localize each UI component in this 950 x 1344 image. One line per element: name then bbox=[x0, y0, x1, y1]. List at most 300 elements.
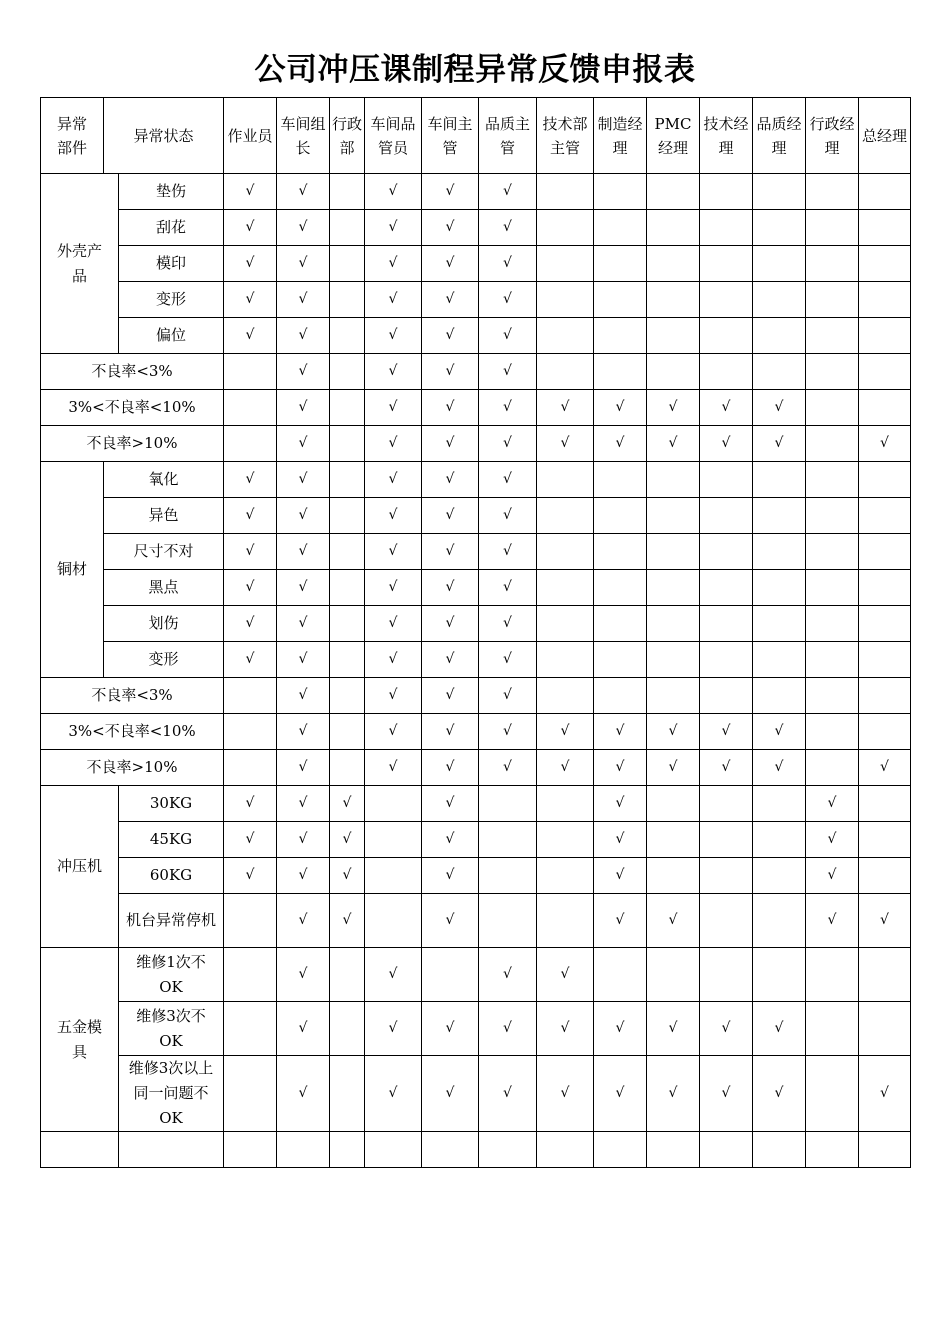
state-cell: 尺寸不对 bbox=[104, 534, 224, 570]
check-mark: √ bbox=[647, 1002, 700, 1056]
component-cell: 五金模具 bbox=[41, 948, 119, 1132]
empty-cell bbox=[647, 354, 700, 390]
check-mark: √ bbox=[422, 678, 479, 714]
empty-cell bbox=[647, 678, 700, 714]
check-mark: √ bbox=[806, 858, 859, 894]
check-mark: √ bbox=[422, 894, 479, 948]
check-mark: √ bbox=[422, 354, 479, 390]
empty-cell bbox=[119, 1132, 224, 1168]
empty-cell bbox=[806, 606, 859, 642]
component-cell: 外壳产品 bbox=[41, 174, 119, 354]
table-row bbox=[41, 498, 911, 534]
empty-cell bbox=[753, 786, 806, 822]
check-mark: √ bbox=[422, 786, 479, 822]
table-row bbox=[41, 354, 911, 390]
check-mark: √ bbox=[806, 894, 859, 948]
table-row bbox=[41, 1002, 911, 1056]
empty-cell bbox=[700, 354, 753, 390]
empty-cell bbox=[753, 948, 806, 1002]
check-mark: √ bbox=[365, 750, 422, 786]
check-mark: √ bbox=[422, 174, 479, 210]
empty-cell bbox=[753, 642, 806, 678]
check-mark: √ bbox=[700, 1056, 753, 1132]
empty-cell bbox=[330, 246, 365, 282]
empty-cell bbox=[537, 858, 594, 894]
check-mark: √ bbox=[224, 786, 277, 822]
check-mark: √ bbox=[365, 390, 422, 426]
check-mark: √ bbox=[422, 282, 479, 318]
check-mark: √ bbox=[537, 426, 594, 462]
check-mark: √ bbox=[537, 714, 594, 750]
check-mark: √ bbox=[859, 426, 911, 462]
empty-cell bbox=[700, 822, 753, 858]
empty-cell bbox=[647, 570, 700, 606]
check-mark: √ bbox=[365, 570, 422, 606]
empty-cell bbox=[806, 1132, 859, 1168]
empty-cell bbox=[330, 642, 365, 678]
check-mark: √ bbox=[277, 1002, 330, 1056]
empty-cell bbox=[806, 1056, 859, 1132]
check-mark: √ bbox=[224, 570, 277, 606]
empty-cell bbox=[224, 1132, 277, 1168]
header-cell: 异常部件 bbox=[41, 98, 104, 174]
empty-cell bbox=[700, 210, 753, 246]
empty-cell bbox=[753, 210, 806, 246]
check-mark: √ bbox=[422, 462, 479, 498]
check-mark: √ bbox=[422, 426, 479, 462]
empty-cell bbox=[859, 354, 911, 390]
empty-cell bbox=[594, 354, 647, 390]
empty-cell bbox=[647, 1132, 700, 1168]
empty-cell bbox=[537, 174, 594, 210]
empty-cell bbox=[330, 318, 365, 354]
check-mark: √ bbox=[224, 210, 277, 246]
empty-cell bbox=[365, 822, 422, 858]
empty-cell bbox=[700, 282, 753, 318]
check-mark: √ bbox=[365, 642, 422, 678]
empty-cell bbox=[647, 210, 700, 246]
table-row bbox=[41, 858, 911, 894]
empty-cell bbox=[537, 606, 594, 642]
table-row bbox=[41, 714, 911, 750]
check-mark: √ bbox=[224, 462, 277, 498]
check-mark: √ bbox=[277, 462, 330, 498]
empty-cell bbox=[330, 948, 365, 1002]
empty-cell bbox=[806, 282, 859, 318]
empty-cell bbox=[700, 570, 753, 606]
check-mark: √ bbox=[422, 498, 479, 534]
empty-cell bbox=[647, 462, 700, 498]
empty-cell bbox=[753, 678, 806, 714]
check-mark: √ bbox=[479, 426, 537, 462]
header-cell: 异常状态 bbox=[104, 98, 224, 174]
empty-cell bbox=[806, 750, 859, 786]
check-mark: √ bbox=[806, 822, 859, 858]
check-mark: √ bbox=[277, 498, 330, 534]
check-mark: √ bbox=[479, 534, 537, 570]
check-mark: √ bbox=[479, 1002, 537, 1056]
empty-cell bbox=[753, 318, 806, 354]
empty-cell bbox=[700, 174, 753, 210]
check-mark: √ bbox=[365, 318, 422, 354]
empty-cell bbox=[700, 1132, 753, 1168]
state-cell: 变形 bbox=[119, 282, 224, 318]
header-cell: 总经理 bbox=[859, 98, 911, 174]
empty-cell bbox=[859, 822, 911, 858]
rate-cell: 3%<不良率<10% bbox=[41, 714, 224, 750]
check-mark: √ bbox=[224, 642, 277, 678]
check-mark: √ bbox=[753, 750, 806, 786]
check-mark: √ bbox=[277, 390, 330, 426]
empty-cell bbox=[753, 570, 806, 606]
empty-cell bbox=[594, 498, 647, 534]
empty-cell bbox=[224, 1056, 277, 1132]
check-mark: √ bbox=[422, 714, 479, 750]
empty-cell bbox=[537, 354, 594, 390]
check-mark: √ bbox=[594, 426, 647, 462]
empty-cell bbox=[594, 318, 647, 354]
empty-cell bbox=[537, 318, 594, 354]
check-mark: √ bbox=[753, 390, 806, 426]
check-mark: √ bbox=[594, 390, 647, 426]
empty-cell bbox=[647, 858, 700, 894]
empty-cell bbox=[330, 714, 365, 750]
check-mark: √ bbox=[224, 534, 277, 570]
check-mark: √ bbox=[537, 390, 594, 426]
empty-cell bbox=[594, 570, 647, 606]
check-mark: √ bbox=[537, 1056, 594, 1132]
empty-cell bbox=[537, 210, 594, 246]
check-mark: √ bbox=[700, 390, 753, 426]
empty-cell bbox=[224, 750, 277, 786]
check-mark: √ bbox=[365, 678, 422, 714]
empty-cell bbox=[537, 894, 594, 948]
empty-cell bbox=[806, 1002, 859, 1056]
empty-cell bbox=[647, 822, 700, 858]
check-mark: √ bbox=[479, 498, 537, 534]
check-mark: √ bbox=[224, 246, 277, 282]
check-mark: √ bbox=[537, 948, 594, 1002]
check-mark: √ bbox=[537, 1002, 594, 1056]
empty-cell bbox=[806, 318, 859, 354]
empty-cell bbox=[700, 462, 753, 498]
state-cell: 维修3次不OK bbox=[119, 1002, 224, 1056]
empty-cell bbox=[537, 570, 594, 606]
component-cell: 铜材 bbox=[41, 462, 104, 678]
empty-cell bbox=[753, 822, 806, 858]
table-row bbox=[41, 174, 911, 210]
empty-cell bbox=[806, 534, 859, 570]
check-mark: √ bbox=[277, 858, 330, 894]
table-row bbox=[41, 462, 911, 498]
check-mark: √ bbox=[753, 714, 806, 750]
empty-cell bbox=[330, 1056, 365, 1132]
check-mark: √ bbox=[277, 174, 330, 210]
empty-cell bbox=[647, 318, 700, 354]
empty-cell bbox=[594, 1132, 647, 1168]
state-cell: 划伤 bbox=[104, 606, 224, 642]
empty-cell bbox=[330, 534, 365, 570]
check-mark: √ bbox=[277, 678, 330, 714]
check-mark: √ bbox=[422, 606, 479, 642]
check-mark: √ bbox=[422, 210, 479, 246]
empty-cell bbox=[330, 174, 365, 210]
empty-cell bbox=[753, 534, 806, 570]
empty-cell bbox=[224, 894, 277, 948]
table-row bbox=[41, 948, 911, 1002]
empty-cell bbox=[806, 174, 859, 210]
empty-cell bbox=[594, 210, 647, 246]
header-cell: 制造经理 bbox=[594, 98, 647, 174]
empty-cell bbox=[479, 786, 537, 822]
empty-cell bbox=[859, 246, 911, 282]
empty-cell bbox=[224, 426, 277, 462]
empty-cell bbox=[479, 822, 537, 858]
check-mark: √ bbox=[277, 426, 330, 462]
empty-cell bbox=[806, 642, 859, 678]
empty-cell bbox=[330, 354, 365, 390]
table-row bbox=[41, 246, 911, 282]
check-mark: √ bbox=[700, 1002, 753, 1056]
check-mark: √ bbox=[479, 354, 537, 390]
check-mark: √ bbox=[422, 318, 479, 354]
empty-cell bbox=[647, 786, 700, 822]
check-mark: √ bbox=[330, 786, 365, 822]
empty-cell bbox=[647, 174, 700, 210]
table-row bbox=[41, 894, 911, 948]
empty-cell bbox=[753, 606, 806, 642]
empty-cell bbox=[330, 498, 365, 534]
empty-cell bbox=[330, 210, 365, 246]
check-mark: √ bbox=[479, 714, 537, 750]
check-mark: √ bbox=[422, 390, 479, 426]
empty-cell bbox=[806, 390, 859, 426]
check-mark: √ bbox=[277, 1056, 330, 1132]
empty-cell bbox=[537, 462, 594, 498]
empty-cell bbox=[594, 606, 647, 642]
empty-cell bbox=[224, 714, 277, 750]
rate-cell: 不良率<3% bbox=[41, 678, 224, 714]
check-mark: √ bbox=[753, 426, 806, 462]
empty-cell bbox=[422, 948, 479, 1002]
empty-cell bbox=[365, 786, 422, 822]
empty-cell bbox=[859, 462, 911, 498]
empty-cell bbox=[806, 570, 859, 606]
check-mark: √ bbox=[330, 894, 365, 948]
empty-cell bbox=[700, 498, 753, 534]
check-mark: √ bbox=[479, 642, 537, 678]
check-mark: √ bbox=[479, 750, 537, 786]
empty-cell bbox=[224, 948, 277, 1002]
check-mark: √ bbox=[277, 318, 330, 354]
header-cell: PMC经理 bbox=[647, 98, 700, 174]
check-mark: √ bbox=[277, 714, 330, 750]
header-cell: 技术部主管 bbox=[537, 98, 594, 174]
table-row bbox=[41, 750, 911, 786]
check-mark: √ bbox=[365, 498, 422, 534]
check-mark: √ bbox=[277, 822, 330, 858]
empty-cell bbox=[859, 1002, 911, 1056]
empty-cell bbox=[422, 1132, 479, 1168]
empty-cell bbox=[859, 714, 911, 750]
empty-cell bbox=[859, 534, 911, 570]
empty-cell bbox=[859, 678, 911, 714]
check-mark: √ bbox=[594, 714, 647, 750]
check-mark: √ bbox=[330, 822, 365, 858]
empty-cell bbox=[806, 948, 859, 1002]
check-mark: √ bbox=[479, 570, 537, 606]
state-cell: 维修1次不OK bbox=[119, 948, 224, 1002]
empty-cell bbox=[330, 750, 365, 786]
empty-cell bbox=[537, 498, 594, 534]
empty-cell bbox=[806, 354, 859, 390]
check-mark: √ bbox=[224, 498, 277, 534]
check-mark: √ bbox=[422, 534, 479, 570]
empty-cell bbox=[224, 1002, 277, 1056]
empty-cell bbox=[647, 606, 700, 642]
check-mark: √ bbox=[277, 246, 330, 282]
check-mark: √ bbox=[594, 1002, 647, 1056]
empty-cell bbox=[700, 894, 753, 948]
check-mark: √ bbox=[365, 246, 422, 282]
empty-cell bbox=[537, 642, 594, 678]
check-mark: √ bbox=[594, 786, 647, 822]
check-mark: √ bbox=[365, 1056, 422, 1132]
empty-cell bbox=[537, 534, 594, 570]
check-mark: √ bbox=[277, 606, 330, 642]
check-mark: √ bbox=[859, 894, 911, 948]
empty-cell bbox=[330, 570, 365, 606]
empty-cell bbox=[700, 534, 753, 570]
check-mark: √ bbox=[277, 210, 330, 246]
rate-cell: 不良率<3% bbox=[41, 354, 224, 390]
table-row bbox=[41, 98, 911, 174]
empty-cell bbox=[806, 210, 859, 246]
empty-cell bbox=[859, 948, 911, 1002]
check-mark: √ bbox=[365, 210, 422, 246]
check-mark: √ bbox=[647, 894, 700, 948]
header-cell: 作业员 bbox=[224, 98, 277, 174]
state-cell: 机台异常停机 bbox=[119, 894, 224, 948]
check-mark: √ bbox=[479, 606, 537, 642]
empty-cell bbox=[753, 1132, 806, 1168]
table-row bbox=[41, 606, 911, 642]
header-cell: 行政经理 bbox=[806, 98, 859, 174]
empty-cell bbox=[647, 948, 700, 1002]
check-mark: √ bbox=[806, 786, 859, 822]
check-mark: √ bbox=[365, 606, 422, 642]
empty-cell bbox=[859, 210, 911, 246]
empty-cell bbox=[859, 174, 911, 210]
empty-cell bbox=[700, 642, 753, 678]
empty-cell bbox=[753, 354, 806, 390]
check-mark: √ bbox=[479, 390, 537, 426]
state-cell: 45KG bbox=[119, 822, 224, 858]
empty-cell bbox=[365, 894, 422, 948]
header-cell: 品质主管 bbox=[479, 98, 537, 174]
empty-cell bbox=[647, 642, 700, 678]
check-mark: √ bbox=[594, 894, 647, 948]
state-cell: 30KG bbox=[119, 786, 224, 822]
check-mark: √ bbox=[422, 1056, 479, 1132]
header-cell: 车间品管员 bbox=[365, 98, 422, 174]
empty-cell bbox=[859, 570, 911, 606]
check-mark: √ bbox=[479, 1056, 537, 1132]
check-mark: √ bbox=[479, 948, 537, 1002]
header-cell: 技术经理 bbox=[700, 98, 753, 174]
check-mark: √ bbox=[479, 678, 537, 714]
empty-cell bbox=[330, 462, 365, 498]
header-cell: 车间主管 bbox=[422, 98, 479, 174]
empty-cell bbox=[330, 282, 365, 318]
empty-cell bbox=[330, 390, 365, 426]
empty-cell bbox=[365, 858, 422, 894]
rate-cell: 不良率>10% bbox=[41, 426, 224, 462]
empty-cell bbox=[700, 606, 753, 642]
check-mark: √ bbox=[224, 282, 277, 318]
empty-cell bbox=[647, 246, 700, 282]
empty-cell bbox=[806, 246, 859, 282]
table-row bbox=[41, 534, 911, 570]
check-mark: √ bbox=[224, 606, 277, 642]
empty-cell bbox=[594, 174, 647, 210]
check-mark: √ bbox=[365, 426, 422, 462]
check-mark: √ bbox=[594, 750, 647, 786]
check-mark: √ bbox=[479, 318, 537, 354]
table-row bbox=[41, 282, 911, 318]
empty-cell bbox=[537, 246, 594, 282]
check-mark: √ bbox=[224, 822, 277, 858]
empty-cell bbox=[479, 1132, 537, 1168]
check-mark: √ bbox=[479, 174, 537, 210]
table-row bbox=[41, 678, 911, 714]
empty-cell bbox=[647, 498, 700, 534]
empty-cell bbox=[479, 858, 537, 894]
empty-cell bbox=[647, 534, 700, 570]
empty-cell bbox=[700, 858, 753, 894]
check-mark: √ bbox=[365, 282, 422, 318]
empty-cell bbox=[753, 174, 806, 210]
empty-cell bbox=[594, 948, 647, 1002]
page-title: 公司冲压课制程异常反馈申报表 bbox=[254, 52, 696, 88]
check-mark: √ bbox=[594, 1056, 647, 1132]
check-mark: √ bbox=[365, 1002, 422, 1056]
empty-cell bbox=[594, 534, 647, 570]
empty-cell bbox=[330, 678, 365, 714]
empty-cell bbox=[700, 948, 753, 1002]
check-mark: √ bbox=[479, 282, 537, 318]
empty-cell bbox=[537, 678, 594, 714]
state-cell: 60KG bbox=[119, 858, 224, 894]
check-mark: √ bbox=[647, 426, 700, 462]
check-mark: √ bbox=[365, 174, 422, 210]
empty-cell bbox=[753, 894, 806, 948]
empty-cell bbox=[365, 1132, 422, 1168]
empty-cell bbox=[277, 1132, 330, 1168]
rate-cell: 不良率>10% bbox=[41, 750, 224, 786]
check-mark: √ bbox=[277, 354, 330, 390]
empty-cell bbox=[224, 678, 277, 714]
empty-cell bbox=[859, 858, 911, 894]
state-cell: 维修3次以上同一问题不OK bbox=[119, 1056, 224, 1132]
report-table bbox=[40, 97, 911, 1168]
table-row bbox=[41, 822, 911, 858]
state-cell: 模印 bbox=[119, 246, 224, 282]
empty-cell bbox=[753, 246, 806, 282]
table-row bbox=[41, 318, 911, 354]
check-mark: √ bbox=[277, 642, 330, 678]
empty-cell bbox=[330, 1132, 365, 1168]
